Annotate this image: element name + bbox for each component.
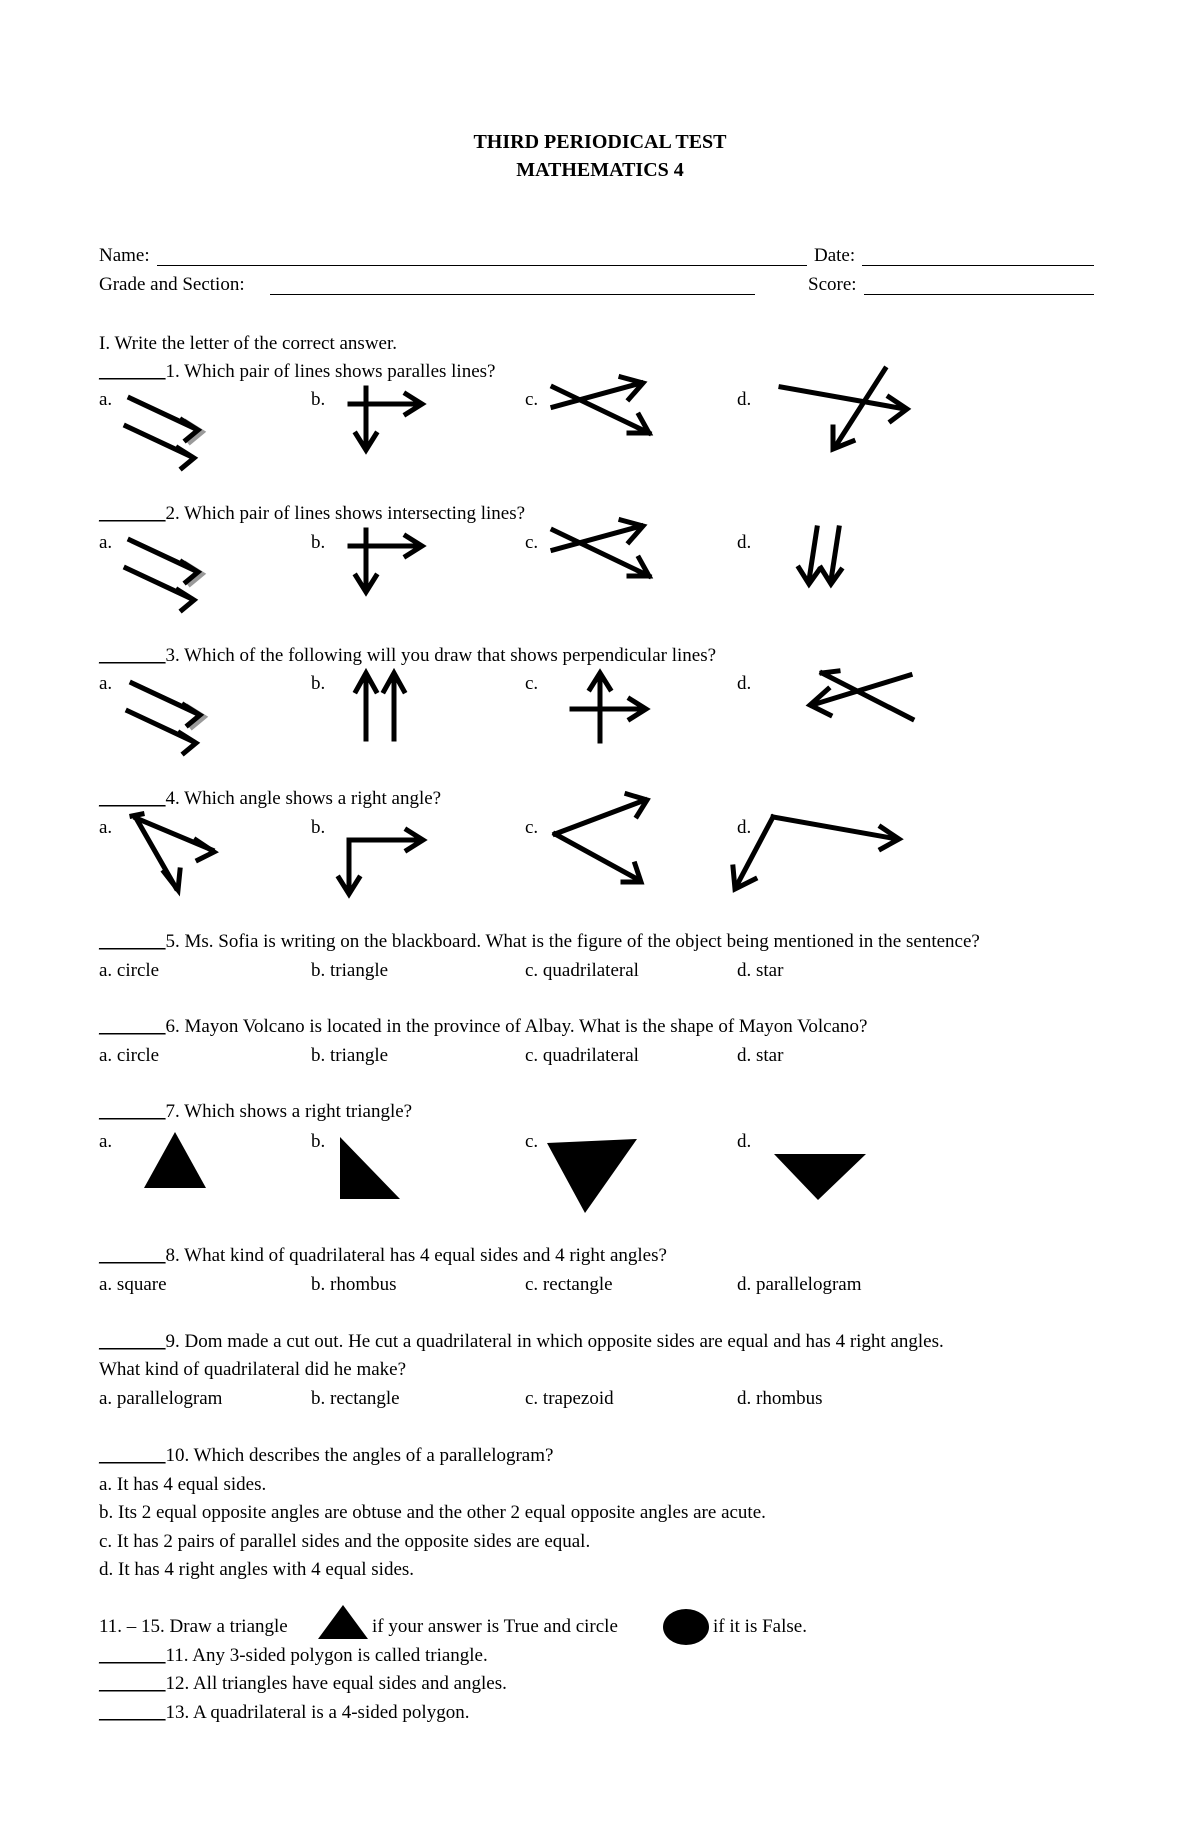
intersecting-lines-figure[interactable] xyxy=(545,518,665,598)
choice-3c: c. xyxy=(525,673,539,694)
choice-5c[interactable]: c. quadrilateral xyxy=(525,960,639,981)
choice-6a[interactable]: a. circle xyxy=(99,1045,160,1066)
choice-3b: b. xyxy=(311,673,326,694)
choice-9b[interactable]: b. rectangle xyxy=(311,1388,400,1409)
perpendicular-lines-figure[interactable] xyxy=(340,380,450,460)
page-title: THIRD PERIODICAL TEST xyxy=(473,131,727,153)
parallel-lines-figure[interactable] xyxy=(112,665,222,755)
question-4: _______4. Which angle shows a right angle? xyxy=(99,788,442,809)
choice-6b[interactable]: b. triangle xyxy=(311,1045,389,1066)
parallel-lines-figure[interactable] xyxy=(110,522,220,612)
choice-5d[interactable]: d. star xyxy=(737,960,784,981)
choice-10b[interactable]: b. Its 2 equal opposite angles are obtuse and the other 2 equal opposite angles are acute. xyxy=(99,1502,766,1523)
answer-blank[interactable]: _______ xyxy=(99,1331,166,1352)
choice-4d: d. xyxy=(737,817,752,838)
intersecting-lines-figure[interactable] xyxy=(545,375,665,455)
statement-11: _______11. Any 3-sided polygon is called triangle. xyxy=(99,1645,488,1666)
inverted-triangle-figure[interactable] xyxy=(770,1150,870,1205)
parallel-vertical-lines-figure[interactable] xyxy=(795,520,865,600)
question-10: _______10. Which describes the angles of a parallelogram? xyxy=(99,1445,554,1466)
statement-12: _______12. All triangles have equal sides and angles. xyxy=(99,1673,507,1694)
right-angle-figure[interactable] xyxy=(335,810,445,900)
question-2: _______2. Which pair of lines shows intersecting lines? xyxy=(99,503,526,524)
choice-10c[interactable]: c. It has 2 pairs of parallel sides and the opposite sides are equal. xyxy=(99,1531,591,1552)
part1-instruction: I. Write the letter of the correct answer. xyxy=(99,333,397,354)
question-7: _______7. Which shows a right triangle? xyxy=(99,1101,413,1122)
intersecting-lines-figure[interactable] xyxy=(775,365,925,465)
perpendicular-lines-figure[interactable] xyxy=(570,665,670,745)
choice-8c[interactable]: c. rectangle xyxy=(525,1274,613,1295)
question-9: _______9. Dom made a cut out. He cut a quadrilateral in which opposite sides are equal and has 4 right angles. xyxy=(99,1331,944,1352)
right-triangle-figure[interactable] xyxy=(336,1133,406,1203)
choice-1d: d. xyxy=(737,389,752,410)
choice-1a: a. xyxy=(99,389,113,410)
choice-1c: c. xyxy=(525,389,539,410)
choice-9a[interactable]: a. parallelogram xyxy=(99,1388,223,1409)
choice-2b: b. xyxy=(311,532,326,553)
choice-7c: c. xyxy=(525,1131,539,1152)
choice-9c[interactable]: c. trapezoid xyxy=(525,1388,614,1409)
answer-blank[interactable]: _______ xyxy=(99,1445,166,1466)
choice-7a: a. xyxy=(99,1131,113,1152)
intersecting-lines-figure[interactable] xyxy=(800,665,930,735)
choice-8b[interactable]: b. rhombus xyxy=(311,1274,397,1295)
name-field[interactable] xyxy=(157,265,807,266)
question-5: _______5. Ms. Sofia is writing on the blackboard. What is the figure of the object being mentioned in the sentence? xyxy=(99,931,980,952)
grade-section-label: Grade and Section: xyxy=(99,274,245,295)
choice-8d[interactable]: d. parallelogram xyxy=(737,1274,862,1295)
page-subtitle: MATHEMATICS 4 xyxy=(516,159,684,181)
triangle-icon xyxy=(316,1603,370,1643)
choice-2c: c. xyxy=(525,532,539,553)
choice-1b: b. xyxy=(311,389,326,410)
choice-4c: c. xyxy=(525,817,539,838)
choice-10d[interactable]: d. It has 4 right angles with 4 equal sides. xyxy=(99,1559,415,1580)
question-6: _______6. Mayon Volcano is located in the province of Albay. What is the shape of Mayon Volcano? xyxy=(99,1016,868,1037)
score-label: Score: xyxy=(808,274,857,295)
answer-blank[interactable]: _______ xyxy=(99,931,166,952)
answer-blank[interactable]: _______ xyxy=(99,1645,166,1666)
equilateral-triangle-figure[interactable] xyxy=(140,1128,210,1193)
question-1: _______1. Which pair of lines shows paralles lines? xyxy=(99,361,496,382)
acute-angle-figure[interactable] xyxy=(545,790,655,890)
parallel-vertical-lines-figure[interactable] xyxy=(350,665,420,745)
inverted-triangle-figure[interactable] xyxy=(545,1135,640,1215)
choice-7b: b. xyxy=(311,1131,326,1152)
choice-4a: a. xyxy=(99,817,113,838)
choice-5a[interactable]: a. circle xyxy=(99,960,160,981)
choice-5b[interactable]: b. triangle xyxy=(311,960,389,981)
choice-8a[interactable]: a. square xyxy=(99,1274,167,1295)
choice-7d: d. xyxy=(737,1131,752,1152)
question-3: _______3. Which of the following will you draw that shows perpendicular lines? xyxy=(99,645,717,666)
score-field[interactable] xyxy=(864,294,1094,295)
circle-icon xyxy=(662,1608,712,1646)
choice-3d: d. xyxy=(737,673,752,694)
choice-4b: b. xyxy=(311,817,326,838)
choice-2a: a. xyxy=(99,532,113,553)
answer-blank[interactable]: _______ xyxy=(99,1702,166,1723)
acute-angle-figure[interactable] xyxy=(120,810,230,900)
answer-blank[interactable]: _______ xyxy=(99,1016,166,1037)
answer-blank[interactable]: _______ xyxy=(99,1101,166,1122)
choice-10a[interactable]: a. It has 4 equal sides. xyxy=(99,1474,267,1495)
part2-instruction: 11. – 15. Draw a triangle xyxy=(99,1616,288,1637)
grade-section-field[interactable] xyxy=(270,294,755,295)
choice-3a: a. xyxy=(99,673,113,694)
parallel-lines-figure[interactable] xyxy=(110,380,220,470)
choice-9d[interactable]: d. rhombus xyxy=(737,1388,823,1409)
part2-instruction-middle: if your answer is True and circle xyxy=(372,1616,618,1637)
date-label: Date: xyxy=(814,245,856,266)
choice-6d[interactable]: d. star xyxy=(737,1045,784,1066)
answer-blank[interactable]: _______ xyxy=(99,788,166,809)
answer-blank[interactable]: _______ xyxy=(99,503,166,524)
choice-6c[interactable]: c. quadrilateral xyxy=(525,1045,639,1066)
answer-blank[interactable]: _______ xyxy=(99,1673,166,1694)
perpendicular-lines-figure[interactable] xyxy=(340,522,450,602)
obtuse-angle-figure[interactable] xyxy=(725,805,915,895)
question-9-continued: What kind of quadrilateral did he make? xyxy=(99,1359,407,1380)
answer-blank[interactable]: _______ xyxy=(99,361,166,382)
answer-blank[interactable]: _______ xyxy=(99,645,166,666)
answer-blank[interactable]: _______ xyxy=(99,1245,166,1266)
name-label: Name: xyxy=(99,245,150,266)
date-field[interactable] xyxy=(862,265,1094,266)
choice-2d: d. xyxy=(737,532,752,553)
part2-instruction-end: if it is False. xyxy=(713,1616,807,1637)
statement-13: _______13. A quadrilateral is a 4-sided polygon. xyxy=(99,1702,470,1723)
question-8: _______8. What kind of quadrilateral has 4 equal sides and 4 right angles? xyxy=(99,1245,667,1266)
